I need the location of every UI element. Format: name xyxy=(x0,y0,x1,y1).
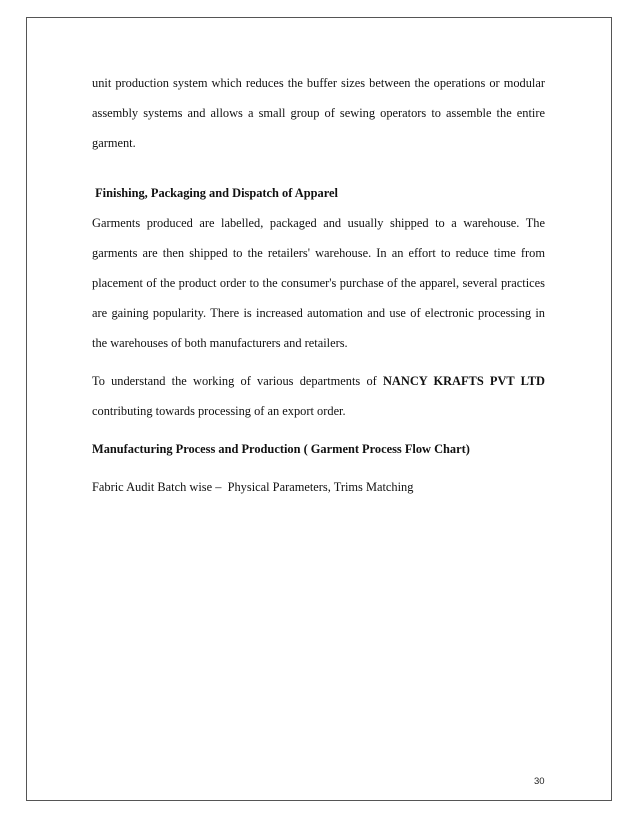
page-number: 30 xyxy=(534,776,545,787)
paragraph-garments-shipping: Garments produced are labelled, packaged and usually shipped to a warehouse. The garments are then shipped to the retailers' warehouse. In an effort to reduce time from placement of the product order to the consumer's purchase of the apparel, several practices are gaining popularity. There is increased automation and use of electronic processing in the warehouses of both manufacturers and retailers. xyxy=(92,216,545,350)
paragraph-production-systems: unit production system which reduces the buffer sizes between the operations or modular assembly systems and allows a small group of sewing operators to assemble the entire garment. xyxy=(92,76,545,150)
document-body xyxy=(92,68,545,502)
heading-finishing-packaging: Finishing, Packaging and Dispatch of Apparel xyxy=(92,186,338,200)
paragraph-fabric-audit: Fabric Audit Batch wise – Physical Parameters, Trims Matching xyxy=(92,480,414,494)
departments-text-after: contributing towards processing of an export order. xyxy=(92,404,346,418)
departments-text-before: To understand the working of various departments of xyxy=(92,374,383,388)
paragraph-departments xyxy=(92,366,545,426)
heading-manufacturing-process: Manufacturing Process and Production ( Garment Process Flow Chart) xyxy=(92,442,470,456)
company-name: NANCY KRAFTS PVT LTD xyxy=(382,374,545,388)
